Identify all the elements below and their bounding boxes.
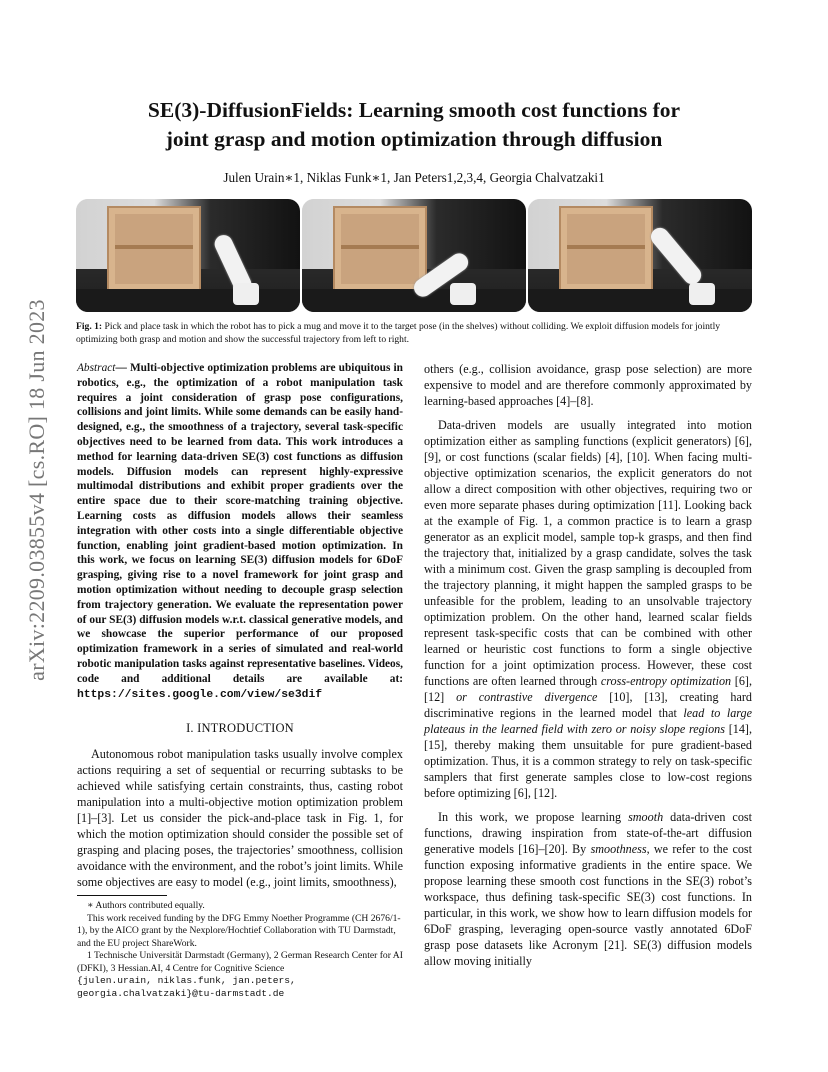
footnote-equal: ∗ Authors contributed equally.	[87, 900, 205, 911]
section-heading: I. INTRODUCTION	[186, 721, 294, 736]
project-url-link[interactable]: https://sites.google.com/view/se3dif	[77, 688, 323, 701]
shelf-image	[333, 206, 427, 292]
arxiv-identifier: arXiv:2209.03855v4 [cs.RO] 18 Jun 2023	[24, 299, 49, 681]
title-line-1: SE(3)-DiffusionFields: Learning smooth cost functions for	[147, 98, 681, 122]
footnote-emails[interactable]: {julen.urain, niklas.funk, jan.peters, georgia.chalvatzaki}@tu-darmstadt.de	[77, 975, 296, 999]
right-column	[424, 361, 752, 969]
footnotes	[77, 895, 403, 1000]
caption-label: Fig. 1:	[76, 321, 103, 332]
figure-caption	[76, 320, 752, 346]
right-paragraph-1: others (e.g., collision avoidance, grasp pose selection) are more expensive to model and are therefore commonly approximated by learning-based approaches [4]–[8].	[424, 362, 752, 408]
title-line-2: joint grasp and motion optimization through diffusion	[165, 127, 663, 151]
left-column	[77, 361, 403, 890]
abstract-lead: Abstract	[77, 362, 116, 374]
figure-panel-1	[76, 199, 300, 312]
abstract-text: — Multi-objective optimization problems are ubiquitous in robotics, e.g., the optimization of a robot manipulation task requires a joint consideration of grasp pose configurations, collisions and joint limits. While some demands can be easily hand-designed, e.g., the smoothness of a trajectory, several task-specific objectives need to be learned from data. This work introduces a method for learning data-driven SE(3) cost functions as diffusion models. Diffusion models can represent highly-expressive multimodal distributions and exhibit proper gradients over the entire space due to their score-matching training objective. Learning costs as diffusion models allows their seamless integration with other costs into a single differentiable objective function, enabling joint gradient-based motion optimization. In this work, we focus on learning SE(3) diffusion models for 6DoF grasping, giving rise to a novel framework for joint grasp and motion optimization without needing to decouple grasp selection from trajectory generation. We evaluate the representation power of our SE(3) diffusion models w.r.t. classical generative models, and we showcase the superior performance of our proposed optimization framework in a series of simulated and real-world robotic manipulation tasks against representative baselines. Videos, code and additional details are available at:	[77, 362, 403, 685]
footnote-divider	[77, 895, 167, 896]
footnote-funding: This work received funding by the DFG Emmy Noether Programme (CH 2676/1-1), by the AICO grant by the Nexplore/Hochtief Collaboration with TU Darmstadt, and the EU project ShareWork.	[77, 912, 401, 949]
figure-1	[76, 199, 752, 312]
caption-text: Pick and place task in which the robot has to pick a mug and move it to the target pose (in the shelves) without colliding. We exploit diffusion models for jointly optimizing both grasp and motion and show the successful trajectory from left to right.	[76, 321, 721, 345]
arxiv-sidebar	[17, 290, 57, 690]
right-paragraph-3: In this work, we propose learning smooth data-driven cost functions, drawing inspiration from state-of-the-art diffusion generative models [16]–[20]. By smoothness, we refer to the cost function exposing informative gradients in the entire space. We propose learning these smooth cost functions in the SE(3) robot’s workspace, thus defining task-specific SE(3) cost functions. In particular, in this work, we show how to learn diffusion models for 6DoF grasping, leveraging open-source vastly annotated 6DoF grasp pose datasets like Acronym [21]. SE(3) diffusion models allow moving initially	[424, 810, 752, 968]
shelf-image	[559, 206, 653, 292]
shelf-image	[107, 206, 201, 292]
paper-title	[0, 96, 828, 154]
right-paragraph-2: Data-driven models are usually integrated into motion optimization either as sampling functions (explicit generators) [6], [9], or cost functions (scalar fields) [4], [10]. When facing multi-objective optimization scenarios, the explicit generators do not allow a direct composition with other objectives, requiring two or even more separate phases during optimization [11]. Looking back at the example of Fig. 1, a common practice is to learn a grasp generator as an explicit model, sample top-k grasps, and then find the trajectory that, initialized by a grasp candidate, solves the task with a minimum cost. Given the grasp sampling is decoupled from the trajectory planning, it might happen the sampled grasps to be unfeasible for the problem, leading to an unsolvable trajectory optimization problem. On the other hand, learned scalar fields represent task-specific costs that can be combined with other learned or heuristic cost functions to form a single objective function for a joint optimization process. However, these cost functions are often learned through cross-entropy optimization [6], [12] or contrastive divergence [10], [13], creating hard discriminative regions in the learned model that lead to large plateaus in the learned field with zero or noisy slope regions [14], [15], thereby making them unsuitable for pure gradient-based optimization. Thus, it is a common strategy to rely on task-specific samplers that first generate samples close to low-cost regions before optimizing [6], [12].	[424, 418, 752, 800]
author-list: Julen Urain∗1, Niklas Funk∗1, Jan Peters1,2,3,4, Georgia Chalvatzaki1	[223, 170, 605, 185]
figure-panel-3	[528, 199, 752, 312]
figure-panel-2	[302, 199, 526, 312]
intro-paragraph: Autonomous robot manipulation tasks usually involve complex actions requiring a set of sequential or recurring subtasks to be achieved while satisfying certain constraints, thus, casting robot manipulation into a multi-objective motion optimization problem [1]–[3]. Let us consider the pick-and-place task in Fig. 1, for which the motion optimization should consider the possible set of grasping and placing poses, the trajectories’ smoothness, collision avoidance with the environment, and the robot’s joint limits. While some objectives are easy to model (e.g., joint limits, smoothness),	[77, 747, 403, 890]
abstract	[77, 361, 403, 702]
footnote-affiliations: 1 Technische Universität Darmstadt (Germany), 2 German Research Center for AI (DFKI), 3 Hessian.AI, 4 Centre for Cognitive Science	[77, 950, 403, 974]
